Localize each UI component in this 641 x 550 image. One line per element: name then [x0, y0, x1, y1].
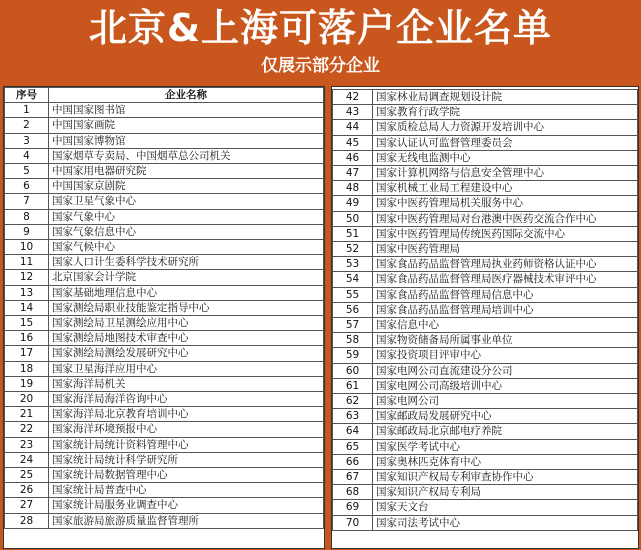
company-name: 国家无线电监测中心 [373, 150, 638, 165]
table-row [5, 331, 324, 346]
table-row [5, 498, 324, 513]
table-row [5, 316, 324, 331]
row-index: 10 [5, 240, 49, 255]
company-name: 国家人口计生委科学技术研究所 [49, 255, 324, 270]
row-index: 53 [333, 257, 373, 272]
company-name: 国家电网公司高级培训中心 [373, 378, 638, 393]
company-name: 国家中医药管理局对台港澳中医药交流合作中心 [373, 211, 638, 226]
row-index: 2 [5, 118, 49, 133]
company-name: 中国国家京剧院 [49, 179, 324, 194]
table-row [333, 424, 638, 439]
company-name: 中国国家博物馆 [49, 133, 324, 148]
company-name: 国家统计局数据管理中心 [49, 468, 324, 483]
table-row [5, 483, 324, 498]
header-banner [0, 0, 641, 86]
row-index: 21 [5, 407, 49, 422]
company-name: 国家海洋局北京教育培训中心 [49, 407, 324, 422]
table-row [5, 392, 324, 407]
table-row [5, 270, 324, 285]
company-name: 国家电网公司 [373, 394, 638, 409]
table-row [5, 148, 324, 163]
company-name: 国家基础地理信息中心 [49, 285, 324, 300]
row-index: 60 [333, 363, 373, 378]
company-name: 国家物资储备局所属事业单位 [373, 333, 638, 348]
table-row [5, 285, 324, 300]
company-name: 国家知识产权局专利局 [373, 485, 638, 500]
table-row [5, 376, 324, 391]
table-row [333, 470, 638, 485]
row-index: 67 [333, 470, 373, 485]
table-row [5, 468, 324, 483]
table-row [333, 272, 638, 287]
row-index: 15 [5, 316, 49, 331]
company-name: 国家质检总局人力资源开发培训中心 [373, 120, 638, 135]
row-index: 11 [5, 255, 49, 270]
table-row [333, 135, 638, 150]
company-name: 国家烟草专卖局、中国烟草总公司机关 [49, 148, 324, 163]
company-name: 国家食品药品监督管理局医疗器械技术审评中心 [373, 272, 638, 287]
row-index: 56 [333, 302, 373, 317]
table-row [5, 164, 324, 179]
row-index: 27 [5, 498, 49, 513]
row-index: 16 [5, 331, 49, 346]
row-index: 70 [333, 515, 373, 530]
table-row [333, 150, 638, 165]
table-body-left [5, 103, 324, 529]
company-name: 国家食品药品监督管理局执业药师资格认证中心 [373, 257, 638, 272]
table-body-right [333, 90, 638, 531]
table-row [333, 226, 638, 241]
row-index: 42 [333, 90, 373, 105]
company-name: 国家气候中心 [49, 240, 324, 255]
row-index: 58 [333, 333, 373, 348]
table-row [333, 515, 638, 530]
left-table-panel [3, 86, 325, 549]
company-name: 国家统计局普查中心 [49, 483, 324, 498]
company-name: 国家海洋局海洋咨询中心 [49, 392, 324, 407]
company-name: 国家食品药品监督管理局培训中心 [373, 302, 638, 317]
row-index: 23 [5, 437, 49, 452]
company-name: 国家测绘局地图技术审查中心 [49, 331, 324, 346]
column-header-name: 企业名称 [49, 88, 324, 103]
company-name: 国家中医药管理局 [373, 242, 638, 257]
table-row [5, 513, 324, 528]
table-row [5, 224, 324, 239]
table-row [5, 103, 324, 118]
table-row [5, 361, 324, 376]
row-index: 25 [5, 468, 49, 483]
company-name: 国家中医药管理局机关服务中心 [373, 196, 638, 211]
table-row [5, 118, 324, 133]
company-name: 国家统计局服务业调查中心 [49, 498, 324, 513]
table-row [5, 194, 324, 209]
row-index: 52 [333, 242, 373, 257]
row-index: 50 [333, 211, 373, 226]
table-row [333, 485, 638, 500]
table-row [333, 166, 638, 181]
row-index: 65 [333, 439, 373, 454]
company-name: 国家统计局统计资料管理中心 [49, 437, 324, 452]
row-index: 59 [333, 348, 373, 363]
table-row [333, 333, 638, 348]
table-row [333, 454, 638, 469]
row-index: 54 [333, 272, 373, 287]
table-row [5, 179, 324, 194]
table-row [333, 211, 638, 226]
column-header-index: 序号 [5, 88, 49, 103]
company-name: 国家测绘局测绘发展研究中心 [49, 346, 324, 361]
table-row [5, 133, 324, 148]
row-index: 46 [333, 150, 373, 165]
table-row [333, 394, 638, 409]
table-row [333, 242, 638, 257]
company-name: 国家奥林匹克体育中心 [373, 454, 638, 469]
row-index: 12 [5, 270, 49, 285]
row-index: 8 [5, 209, 49, 224]
company-name: 国家海洋环境预报中心 [49, 422, 324, 437]
company-name: 国家统计局统计科学研究所 [49, 452, 324, 467]
right-table-panel [331, 86, 639, 549]
company-name: 国家司法考试中心 [373, 515, 638, 530]
row-index: 51 [333, 226, 373, 241]
table-row [333, 105, 638, 120]
row-index: 28 [5, 513, 49, 528]
company-name: 国家邮政局发展研究中心 [373, 409, 638, 424]
table-row [333, 348, 638, 363]
row-index: 22 [5, 422, 49, 437]
row-index: 66 [333, 454, 373, 469]
row-index: 4 [5, 148, 49, 163]
row-index: 20 [5, 392, 49, 407]
table-row [5, 422, 324, 437]
company-name: 北京国家会计学院 [49, 270, 324, 285]
row-index: 14 [5, 300, 49, 315]
row-index: 6 [5, 179, 49, 194]
row-index: 61 [333, 378, 373, 393]
company-name: 国家电网公司直流建设分公司 [373, 363, 638, 378]
row-index: 24 [5, 452, 49, 467]
row-index: 18 [5, 361, 49, 376]
table-row [333, 287, 638, 302]
row-index: 43 [333, 105, 373, 120]
company-name: 中国家用电器研究院 [49, 164, 324, 179]
company-name: 国家卫星气象中心 [49, 194, 324, 209]
row-index: 64 [333, 424, 373, 439]
row-index: 63 [333, 409, 373, 424]
row-index: 19 [5, 376, 49, 391]
row-index: 3 [5, 133, 49, 148]
company-name: 国家气象信息中心 [49, 224, 324, 239]
table-row [333, 409, 638, 424]
table-row [333, 120, 638, 135]
row-index: 55 [333, 287, 373, 302]
table-row [5, 452, 324, 467]
row-index: 48 [333, 181, 373, 196]
row-index: 1 [5, 103, 49, 118]
row-index: 5 [5, 164, 49, 179]
company-name: 国家卫星海洋应用中心 [49, 361, 324, 376]
company-name: 国家知识产权局专利审查协作中心 [373, 470, 638, 485]
row-index: 26 [5, 483, 49, 498]
company-name: 国家海洋局机关 [49, 376, 324, 391]
row-index: 49 [333, 196, 373, 211]
row-index: 69 [333, 500, 373, 515]
row-index: 62 [333, 394, 373, 409]
row-index: 47 [333, 166, 373, 181]
company-name: 国家机械工业局工程建设中心 [373, 181, 638, 196]
table-row [333, 302, 638, 317]
row-index: 9 [5, 224, 49, 239]
table-row [5, 300, 324, 315]
company-name: 国家测绘局职业技能鉴定指导中心 [49, 300, 324, 315]
table-row [333, 500, 638, 515]
company-name: 国家邮政局北京邮电疗养院 [373, 424, 638, 439]
company-table-left [4, 87, 324, 529]
company-name: 国家食品药品监督管理局信息中心 [373, 287, 638, 302]
table-row [333, 257, 638, 272]
table-row [5, 209, 324, 224]
company-table-right [332, 89, 638, 531]
page-subtitle: 仅展示部分企业 [261, 56, 380, 76]
company-name: 国家天文台 [373, 500, 638, 515]
table-header-row [5, 88, 324, 103]
row-index: 57 [333, 318, 373, 333]
company-name: 国家投资项目评审中心 [373, 348, 638, 363]
company-name: 国家旅游局旅游质量监督管理所 [49, 513, 324, 528]
table-row [5, 255, 324, 270]
row-index: 68 [333, 485, 373, 500]
company-name: 国家计算机网络与信息安全管理中心 [373, 166, 638, 181]
company-name: 国家认证认可监督管理委员会 [373, 135, 638, 150]
company-name: 国家教育行政学院 [373, 105, 638, 120]
table-row [5, 437, 324, 452]
table-row [333, 378, 638, 393]
row-index: 44 [333, 120, 373, 135]
row-index: 7 [5, 194, 49, 209]
row-index: 45 [333, 135, 373, 150]
table-row [333, 318, 638, 333]
table-row [5, 346, 324, 361]
table-row [333, 196, 638, 211]
company-name: 国家医学考试中心 [373, 439, 638, 454]
row-index: 13 [5, 285, 49, 300]
company-name: 国家测绘局卫星测绘应用中心 [49, 316, 324, 331]
company-name: 中国国家图书馆 [49, 103, 324, 118]
table-row [333, 439, 638, 454]
company-name: 国家气象中心 [49, 209, 324, 224]
table-row [333, 90, 638, 105]
table-row [333, 181, 638, 196]
table-row [5, 240, 324, 255]
company-name: 国家林业局调查规划设计院 [373, 90, 638, 105]
page-title: 北京&上海可落户企业名单 [88, 6, 553, 50]
row-index: 17 [5, 346, 49, 361]
table-row [5, 407, 324, 422]
company-name: 中国国家画院 [49, 118, 324, 133]
company-name: 国家中医药管理局传统医药国际交流中心 [373, 226, 638, 241]
table-row [333, 363, 638, 378]
company-name: 国家信息中心 [373, 318, 638, 333]
